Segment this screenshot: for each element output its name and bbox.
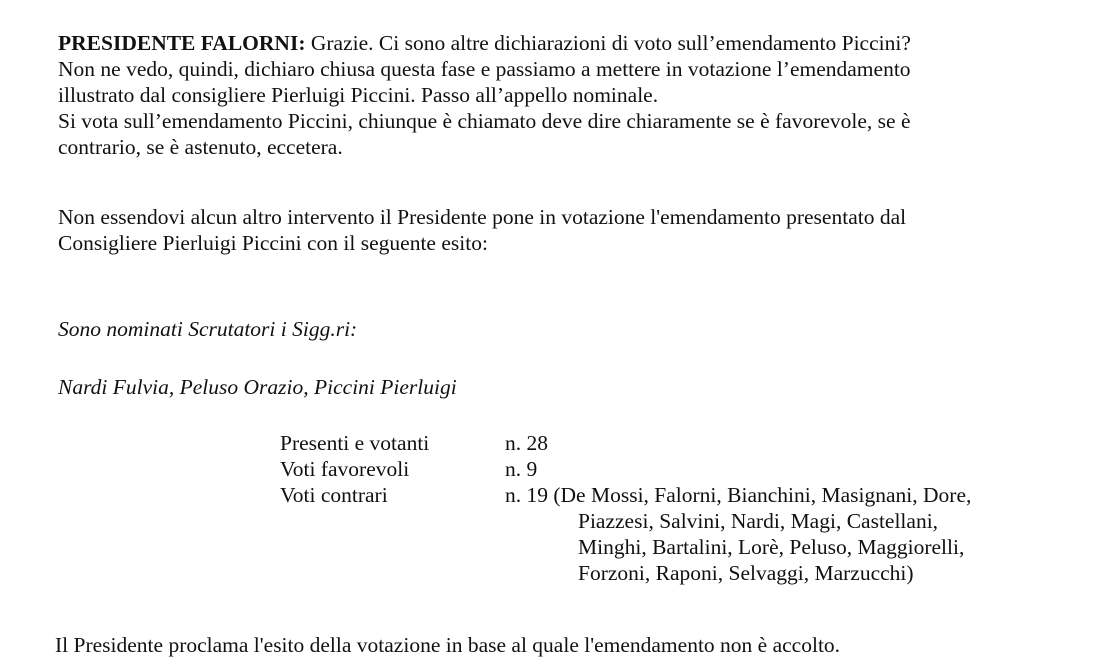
statement-line-4: Si vota sull’emendamento Piccini, chiunque è chiamato deve dire chiaramente se è favorevole, se è — [58, 109, 911, 133]
vote-value: n. 28 — [505, 431, 548, 455]
vote-row-favorevoli — [280, 456, 1070, 482]
vote-value: n. 9 — [505, 457, 538, 481]
scrutatori-heading: Sono nominati Scrutatori i Sigg.ri: — [58, 317, 358, 341]
vote-row-presenti — [280, 430, 1070, 456]
statement-line-2: Non ne vedo, quindi, dichiaro chiusa questa fase e passiamo a mettere in votazione l’emendamento — [58, 57, 911, 81]
vote-label: Voti favorevoli — [280, 457, 410, 481]
contrari-names-line: Minghi, Bartalini, Lorè, Peluso, Maggiorelli, — [578, 535, 965, 559]
vote-label: Presenti e votanti — [280, 431, 430, 455]
vote-value: n. 19 (De Mossi, Falorni, Bianchini, Masignani, Dore, — [505, 483, 972, 507]
vote-label: Voti contrari — [280, 483, 388, 507]
contrari-names-line: Piazzesi, Salvini, Nardi, Magi, Castellani, — [578, 509, 939, 533]
vote-results — [280, 430, 1070, 585]
contrari-names-line: Forzoni, Raponi, Selvaggi, Marzucchi) — [578, 561, 914, 585]
statement-line-3: illustrato dal consigliere Pierluigi Piccini. Passo all’appello nominale. — [58, 83, 659, 107]
president-statement — [58, 30, 1078, 160]
procedure-line-1: Non essendovi alcun altro intervento il Presidente pone in votazione l'emendamento presentato dal — [58, 205, 907, 229]
statement-line-5: contrario, se è astenuto, eccetera. — [58, 135, 343, 159]
procedure-line-2: Consigliere Pierluigi Piccini con il seguente esito: — [58, 231, 488, 255]
procedure-paragraph — [58, 204, 1078, 256]
closing-statement: Il Presidente proclama l'esito della votazione in base al quale l'emendamento non è accolto. — [55, 633, 841, 657]
scrutatori-names: Nardi Fulvia, Peluso Orazio, Piccini Pierluigi — [58, 375, 457, 399]
contrari-names — [578, 508, 964, 586]
speaker-name: PRESIDENTE FALORNI: — [58, 31, 306, 55]
vote-row-contrari — [280, 482, 1070, 508]
statement-line-1: PRESIDENTE FALORNI: Grazie. Ci sono altre dichiarazioni di voto sull’emendamento Piccini? — [58, 31, 911, 55]
